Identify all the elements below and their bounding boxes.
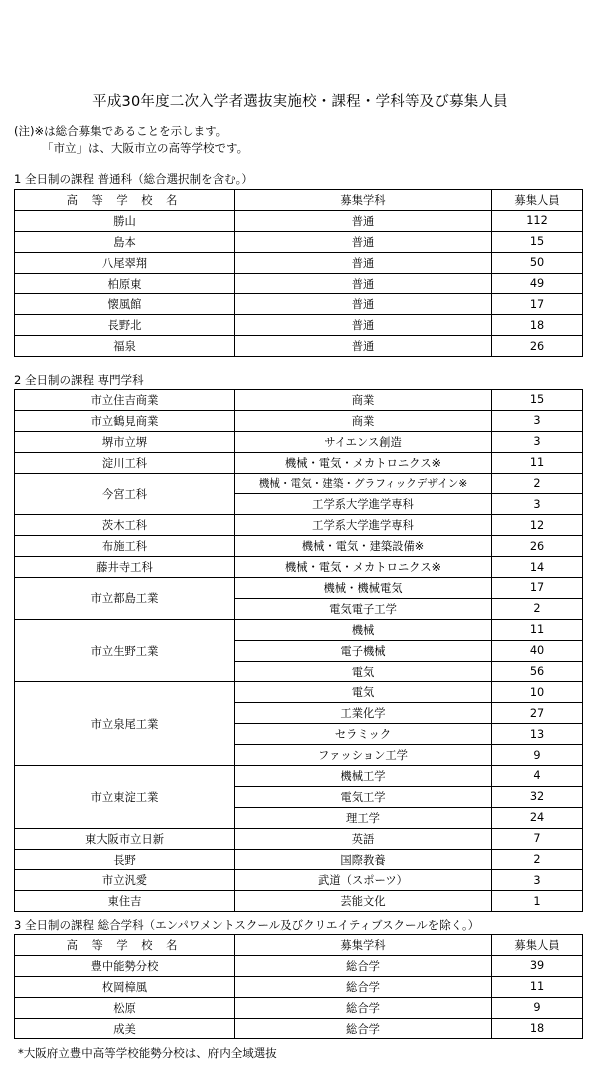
table-row — [15, 849, 583, 870]
department: 工学系大学進学専科 — [235, 515, 492, 536]
table-row — [15, 231, 583, 252]
department: 機械・電気・メカトロニクス※ — [235, 557, 492, 578]
capacity: 50 — [492, 252, 583, 273]
department: 普通 — [235, 273, 492, 294]
table-row — [15, 955, 583, 976]
capacity: 32 — [492, 786, 583, 807]
capacity: 9 — [492, 997, 583, 1018]
table-row — [15, 315, 583, 336]
department: 英語 — [235, 828, 492, 849]
school-name: 柏原東 — [15, 273, 235, 294]
school-name: 藤井寺工科 — [15, 557, 235, 578]
department: 国際教養 — [235, 849, 492, 870]
table-row — [15, 452, 583, 473]
department: 電気 — [235, 682, 492, 703]
capacity: 27 — [492, 703, 583, 724]
school-name: 長野北 — [15, 315, 235, 336]
capacity: 15 — [492, 390, 583, 411]
table-row — [15, 431, 583, 452]
capacity: 17 — [492, 294, 583, 315]
school-name: 成美 — [15, 1018, 235, 1039]
school-name: 懐風館 — [15, 294, 235, 315]
capacity: 10 — [492, 682, 583, 703]
school-name: 市立汎愛 — [15, 870, 235, 891]
capacity: 1 — [492, 891, 583, 912]
department: 機械工学 — [235, 766, 492, 787]
department: 機械・電気・メカトロニクス※ — [235, 452, 492, 473]
capacity: 14 — [492, 557, 583, 578]
department: 工学系大学進学専科 — [235, 494, 492, 515]
capacity: 3 — [492, 494, 583, 515]
school-name: 八尾翠翔 — [15, 252, 235, 273]
school-name: 市立都島工業 — [15, 578, 235, 620]
department: 普通 — [235, 210, 492, 231]
footnote: *大阪府立豊中高等学校能勢分校は、府内全域選抜 — [18, 1046, 277, 1060]
section2-heading: 2 全日制の課程 専門学科 — [14, 373, 144, 387]
department: 電気工学 — [235, 786, 492, 807]
school-name: 東大阪市立日新 — [15, 828, 235, 849]
department: 武道（スポーツ） — [235, 870, 492, 891]
table-row — [15, 682, 583, 703]
capacity: 12 — [492, 515, 583, 536]
table-row — [15, 766, 583, 787]
capacity: 18 — [492, 315, 583, 336]
department: 電気 — [235, 661, 492, 682]
table-row — [15, 891, 583, 912]
department: 電子機械 — [235, 640, 492, 661]
table-row — [15, 473, 583, 494]
department: 機械 — [235, 619, 492, 640]
table-specialized — [14, 389, 583, 912]
capacity: 26 — [492, 336, 583, 357]
capacity: 3 — [492, 410, 583, 431]
school-name: 東住吉 — [15, 891, 235, 912]
department: 総合学 — [235, 976, 492, 997]
department: 商業 — [235, 410, 492, 431]
table-row — [15, 1018, 583, 1039]
capacity: 2 — [492, 849, 583, 870]
capacity: 112 — [492, 210, 583, 231]
capacity: 11 — [492, 976, 583, 997]
department: 総合学 — [235, 955, 492, 976]
page-title: 平成30年度二次入学者選抜実施校・課程・学科等及び募集人員 — [92, 94, 508, 110]
department: 総合学 — [235, 1018, 492, 1039]
table-row — [15, 294, 583, 315]
table-row — [15, 536, 583, 557]
table-row — [15, 252, 583, 273]
note-2: 「市立」は、大阪市立の高等学校です。 — [42, 141, 249, 155]
school-name: 松原 — [15, 997, 235, 1018]
capacity: 2 — [492, 473, 583, 494]
capacity: 40 — [492, 640, 583, 661]
school-name: 淀川工科 — [15, 452, 235, 473]
col-header-capacity: 募集人員 — [492, 935, 583, 956]
table-row — [15, 273, 583, 294]
department: 普通 — [235, 294, 492, 315]
capacity: 3 — [492, 431, 583, 452]
capacity: 39 — [492, 955, 583, 976]
school-name: 市立泉尾工業 — [15, 682, 235, 766]
department: サイエンス創造 — [235, 431, 492, 452]
department: 工業化学 — [235, 703, 492, 724]
table-row — [15, 976, 583, 997]
col-header-dept: 募集学科 — [235, 190, 492, 211]
capacity: 11 — [492, 619, 583, 640]
department: ファッション工学 — [235, 745, 492, 766]
school-name: 市立生野工業 — [15, 619, 235, 682]
table-row — [15, 515, 583, 536]
school-name: 市立東淀工業 — [15, 766, 235, 829]
section3-heading: 3 全日制の課程 総合学科（エンパワメントスクール及びクリエイティブスクールを除く。） — [14, 918, 480, 932]
school-name: 勝山 — [15, 210, 235, 231]
table-row — [15, 578, 583, 599]
col-header-school: 高 等 学 校 名 — [15, 190, 235, 211]
table-row — [15, 870, 583, 891]
department: 芸能文化 — [235, 891, 492, 912]
school-name: 市立住吉商業 — [15, 390, 235, 411]
table-row — [15, 997, 583, 1018]
capacity: 4 — [492, 766, 583, 787]
table-row — [15, 619, 583, 640]
table-row — [15, 210, 583, 231]
capacity: 49 — [492, 273, 583, 294]
capacity: 24 — [492, 807, 583, 828]
capacity: 15 — [492, 231, 583, 252]
capacity: 13 — [492, 724, 583, 745]
school-name: 堺市立堺 — [15, 431, 235, 452]
school-name: 豊中能勢分校 — [15, 955, 235, 976]
table-row — [15, 557, 583, 578]
col-header-capacity: 募集人員 — [492, 190, 583, 211]
table-row — [15, 410, 583, 431]
school-name: 島本 — [15, 231, 235, 252]
department: 機械・機械電気 — [235, 578, 492, 599]
capacity: 2 — [492, 598, 583, 619]
department: 普通 — [235, 252, 492, 273]
col-header-school: 高 等 学 校 名 — [15, 935, 235, 956]
school-name: 市立鶴見商業 — [15, 410, 235, 431]
note-1: (注)※は総合募集であることを示します。 — [14, 124, 228, 138]
capacity: 26 — [492, 536, 583, 557]
department: 普通 — [235, 336, 492, 357]
department: 機械・電気・建築・グラフィックデザイン※ — [235, 473, 492, 494]
table-row — [15, 390, 583, 411]
department: 電気電子工学 — [235, 598, 492, 619]
school-name: 茨木工科 — [15, 515, 235, 536]
school-name: 布施工科 — [15, 536, 235, 557]
department: 普通 — [235, 315, 492, 336]
school-name: 福泉 — [15, 336, 235, 357]
capacity: 56 — [492, 661, 583, 682]
col-header-dept: 募集学科 — [235, 935, 492, 956]
school-name: 長野 — [15, 849, 235, 870]
department: 機械・電気・建築設備※ — [235, 536, 492, 557]
department: 理工学 — [235, 807, 492, 828]
section1-heading: 1 全日制の課程 普通科（総合選択制を含む。） — [14, 172, 253, 186]
capacity: 9 — [492, 745, 583, 766]
capacity: 11 — [492, 452, 583, 473]
table-general — [14, 189, 583, 357]
capacity: 7 — [492, 828, 583, 849]
capacity: 3 — [492, 870, 583, 891]
school-name: 枚岡樟風 — [15, 976, 235, 997]
table-comprehensive — [14, 934, 583, 1039]
table-row — [15, 828, 583, 849]
capacity: 18 — [492, 1018, 583, 1039]
school-name: 今宮工科 — [15, 473, 235, 515]
department: 普通 — [235, 231, 492, 252]
department: 総合学 — [235, 997, 492, 1018]
table-row — [15, 336, 583, 357]
capacity: 17 — [492, 578, 583, 599]
department: 商業 — [235, 390, 492, 411]
department: セラミック — [235, 724, 492, 745]
